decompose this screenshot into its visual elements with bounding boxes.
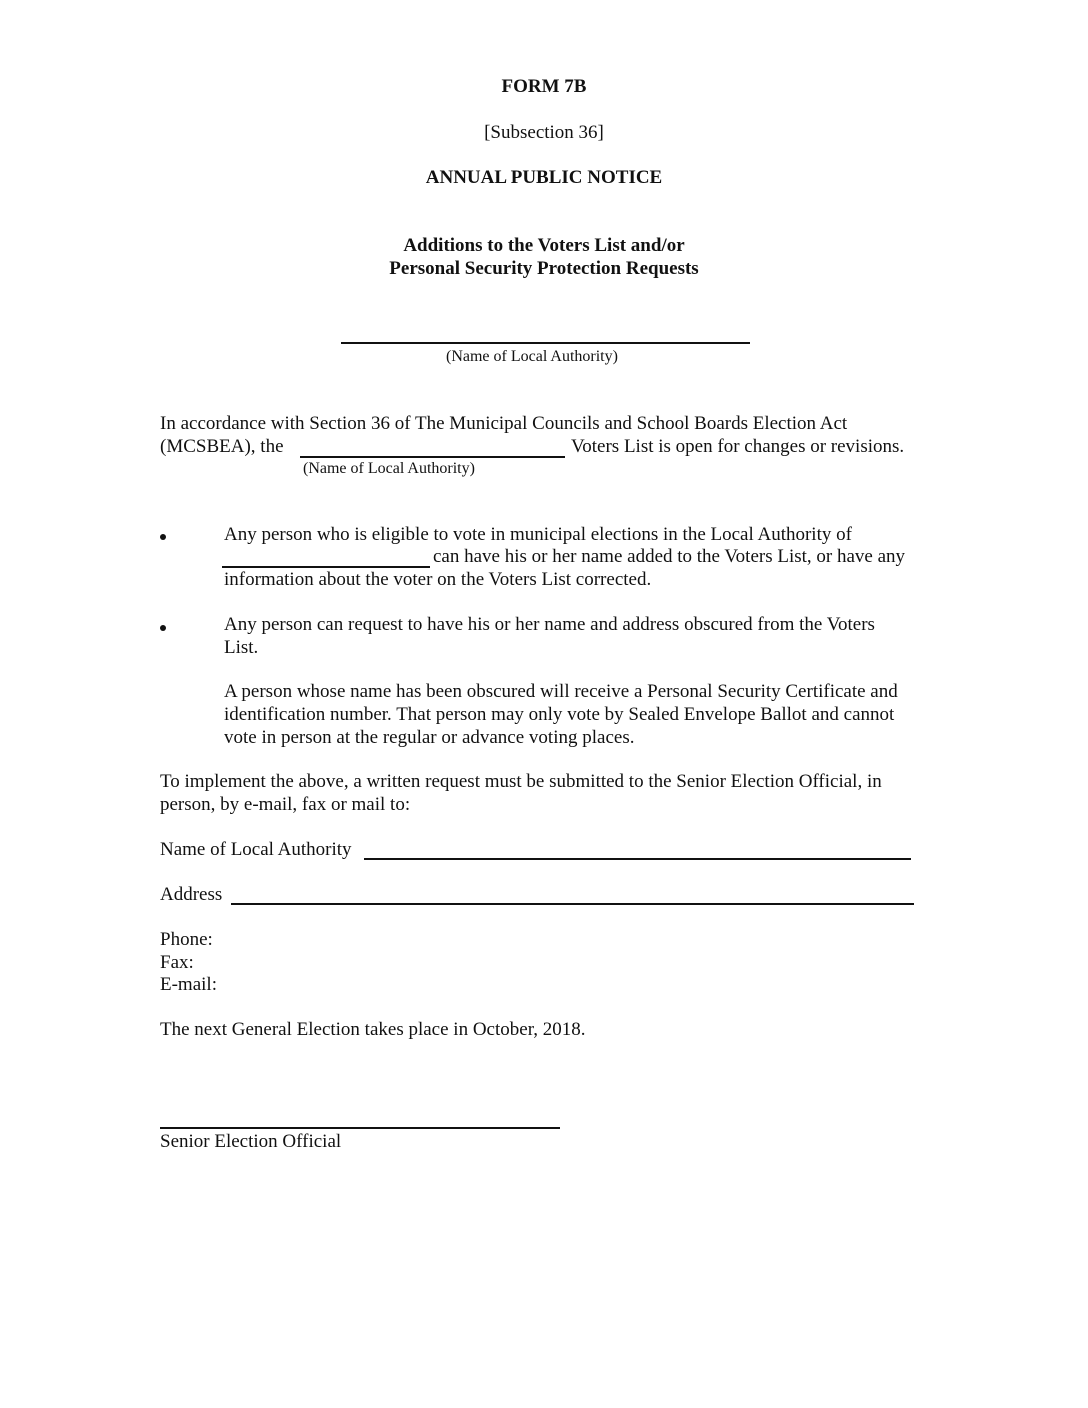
bullet-2-line-1: Any person can request to have his or her name and address obscured from the Voters [224, 614, 875, 635]
intro-line-1: In accordance with Section 36 of The Municipal Councils and School Boards Election Act [160, 413, 848, 434]
implement-line-2: person, by e-mail, fax or mail to: [160, 794, 411, 815]
bullet-icon [160, 625, 166, 631]
notice-title: ANNUAL PUBLIC NOTICE [425, 167, 663, 188]
subtitle-line-2: Personal Security Protection Requests [389, 258, 699, 279]
address-field-label: Address [160, 884, 223, 905]
fax-label: Fax: [160, 952, 194, 973]
intro-authority-blank[interactable] [300, 456, 565, 458]
intro-authority-caption: (Name of Local Authority) [303, 460, 475, 477]
local-authority-caption: (Name of Local Authority) [446, 348, 618, 365]
authority-field-label: Name of Local Authority [160, 839, 352, 860]
implement-line-1: To implement the above, a written request must be submitted to the Senior Election Official, in [160, 771, 882, 792]
subtitle-line-1: Additions to the Voters List and/or [403, 235, 685, 256]
bullet-1-line-1: Any person who is eligible to vote in municipal elections in the Local Authority of [224, 524, 852, 545]
intro-line-2-prefix: (MCSBEA), the [160, 436, 284, 457]
form-title: FORM 7B [501, 76, 587, 97]
bullet-1-authority-blank[interactable] [222, 566, 430, 568]
bullet-2-line-2: List. [224, 637, 259, 658]
bullet-1-line-2: can have his or her name added to the Voters List, or have any [433, 546, 906, 567]
intro-line-2-suffix: Voters List is open for changes or revisions. [571, 436, 905, 457]
email-label: E-mail: [160, 974, 217, 995]
bullet-1-line-3: information about the voter on the Voters List corrected. [224, 569, 652, 590]
local-authority-name-blank[interactable] [341, 342, 750, 344]
phone-label: Phone: [160, 929, 213, 950]
security-note-line-3: vote in person at the regular or advance voting places. [224, 727, 635, 748]
authority-field-blank[interactable] [364, 858, 911, 860]
signature-label: Senior Election Official [160, 1131, 342, 1152]
bullet-icon [160, 534, 166, 540]
security-note-line-2: identification number. That person may only vote by Sealed Envelope Ballot and cannot [224, 704, 895, 725]
security-note-line-1: A person whose name has been obscured will receive a Personal Security Certificate and [224, 681, 898, 702]
subsection-reference: [Subsection 36] [484, 122, 604, 143]
signature-line[interactable] [160, 1127, 560, 1129]
address-field-blank[interactable] [231, 903, 914, 905]
election-note: The next General Election takes place in October, 2018. [160, 1019, 586, 1040]
